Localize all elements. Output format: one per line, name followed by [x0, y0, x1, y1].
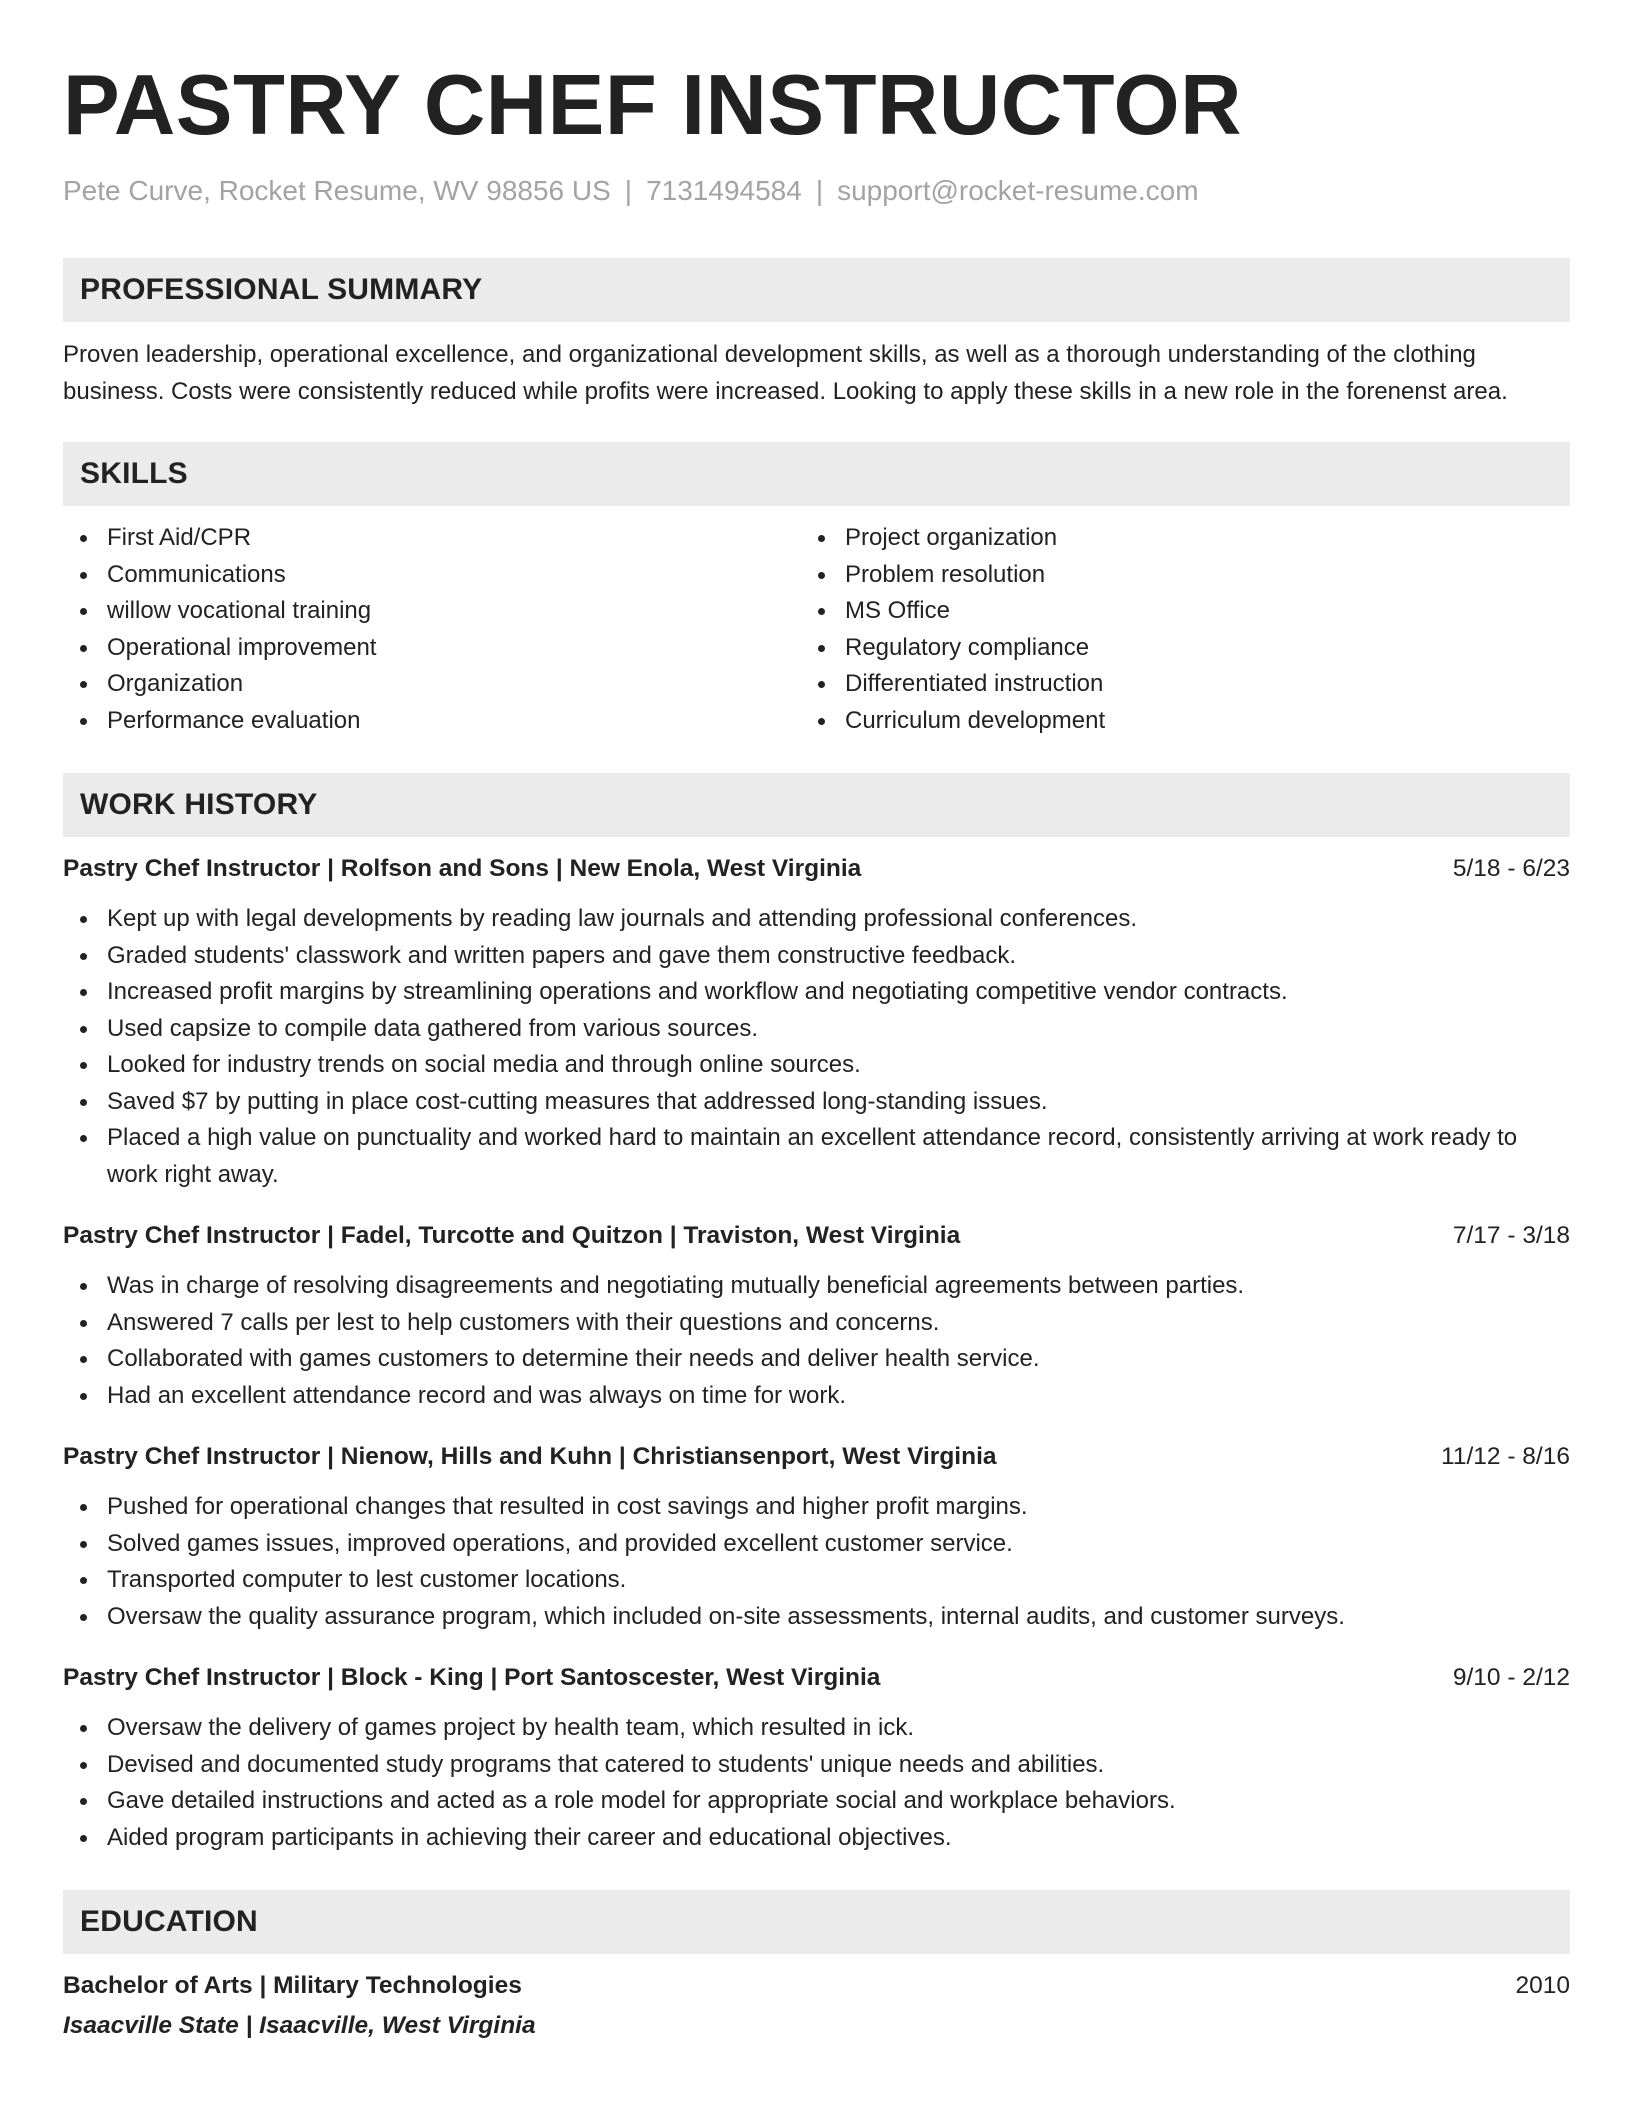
- section-header-skills: SKILLS: [63, 442, 1570, 506]
- job-bullets: [63, 901, 1570, 1193]
- skill-item: Curriculum development: [801, 703, 1539, 740]
- job-bullet: Was in charge of resolving disagreements and negotiating mutually beneficial agreements between parties.: [63, 1268, 1570, 1305]
- section-header-education: EDUCATION: [63, 1890, 1570, 1954]
- job-heading: Pastry Chef Instructor | Block - King | Port Santoscester, West Virginia: [63, 1664, 881, 1691]
- skill-item: Operational improvement: [63, 630, 801, 667]
- job-bullet: Answered 7 calls per lest to help customers with their questions and concerns.: [63, 1305, 1570, 1342]
- job-bullet: Saved $7 by putting in place cost-cutting measures that addressed long-standing issues.: [63, 1084, 1570, 1121]
- skills-column-right: [801, 520, 1539, 739]
- job-bullet: Graded students' classwork and written papers and gave them constructive feedback.: [63, 938, 1570, 975]
- education-school: Isaacville State | Isaacville, West Virginia: [63, 2012, 536, 2039]
- job-dates: 11/12 - 8/16: [1441, 1443, 1570, 1470]
- skills-list: [63, 520, 1570, 739]
- job-bullet: Kept up with legal developments by reading law journals and attending professional conferences.: [63, 901, 1570, 938]
- skill-item: MS Office: [801, 593, 1539, 630]
- job-header: [63, 851, 1570, 887]
- job-bullet: Devised and documented study programs that catered to students' unique needs and abilities.: [63, 1747, 1570, 1784]
- job-bullet: Solved games issues, improved operations, and provided excellent customer service.: [63, 1526, 1570, 1563]
- contact-separator: |: [815, 175, 824, 206]
- job-entry: [63, 851, 1570, 1193]
- job-header: [63, 1218, 1570, 1254]
- skill-item: willow vocational training: [63, 593, 801, 630]
- skill-item: Performance evaluation: [63, 703, 801, 740]
- section-header-summary: PROFESSIONAL SUMMARY: [63, 258, 1570, 322]
- job-bullet: Used capsize to compile data gathered from various sources.: [63, 1011, 1570, 1048]
- education-year: 2010: [1515, 1972, 1570, 1999]
- education-header: [63, 1968, 1570, 2004]
- skill-item: Organization: [63, 666, 801, 703]
- job-dates: 7/17 - 3/18: [1452, 1222, 1570, 1249]
- job-bullet: Collaborated with games customers to determine their needs and deliver health service.: [63, 1341, 1570, 1378]
- job-bullets: [63, 1489, 1570, 1635]
- contact-separator: |: [624, 175, 633, 206]
- job-bullets: [63, 1710, 1570, 1856]
- job-entry: [63, 1439, 1570, 1635]
- job-heading: Pastry Chef Instructor | Fadel, Turcotte and Quitzon | Traviston, West Virginia: [63, 1222, 961, 1249]
- skill-item: Project organization: [801, 520, 1539, 557]
- section-header-work-history: WORK HISTORY: [63, 773, 1570, 837]
- job-bullet: Pushed for operational changes that resulted in cost savings and higher profit margins.: [63, 1489, 1570, 1526]
- summary-text: Proven leadership, operational excellence, and organizational development skills, as well as a thorough understanding of the clothing business. Costs were consistently reduced while profits were increased. Looking to apply these skills in a new role in the forenenst area.: [63, 341, 1508, 405]
- job-bullet: Transported computer to lest customer locations.: [63, 1562, 1570, 1599]
- contact-address: Pete Curve, Rocket Resume, WV 98856 US: [63, 175, 611, 206]
- job-heading: Pastry Chef Instructor | Nienow, Hills and Kuhn | Christiansenport, West Virginia: [63, 1443, 997, 1470]
- job-entry: [63, 1660, 1570, 1856]
- skill-item: Regulatory compliance: [801, 630, 1539, 667]
- job-bullet: Gave detailed instructions and acted as a role model for appropriate social and workplace behaviors.: [63, 1783, 1570, 1820]
- job-bullet: Aided program participants in achieving their career and educational objectives.: [63, 1820, 1570, 1857]
- job-bullet: Had an excellent attendance record and was always on time for work.: [63, 1378, 1570, 1415]
- contact-email: support@rocket-resume.com: [837, 175, 1199, 206]
- job-dates: 9/10 - 2/12: [1452, 1664, 1570, 1691]
- skill-item: First Aid/CPR: [63, 520, 801, 557]
- job-bullet: Looked for industry trends on social media and through online sources.: [63, 1047, 1570, 1084]
- job-bullet: Oversaw the delivery of games project by health team, which resulted in ick.: [63, 1710, 1570, 1747]
- education-entry: [63, 1968, 1570, 2044]
- skill-item: Differentiated instruction: [801, 666, 1539, 703]
- contact-line: [63, 174, 1570, 208]
- job-bullet: Oversaw the quality assurance program, which included on-site assessments, internal audits, and customer surveys.: [63, 1599, 1570, 1636]
- job-bullet: Placed a high value on punctuality and worked hard to maintain an excellent attendance record, consistently arriving at work ready to work right away.: [63, 1120, 1570, 1193]
- skills-column-left: [63, 520, 801, 739]
- education-degree: Bachelor of Arts | Military Technologies: [63, 1972, 522, 1999]
- job-bullet: Increased profit margins by streamlining operations and workflow and negotiating competitive vendor contracts.: [63, 974, 1570, 1011]
- resume-name-heading: PASTRY CHEF INSTRUCTOR: [63, 58, 1243, 153]
- job-bullets: [63, 1268, 1570, 1414]
- contact-phone: 7131494584: [646, 175, 802, 206]
- job-dates: 5/18 - 6/23: [1452, 855, 1570, 882]
- job-header: [63, 1439, 1570, 1475]
- job-heading: Pastry Chef Instructor | Rolfson and Sons | New Enola, West Virginia: [63, 855, 862, 882]
- job-header: [63, 1660, 1570, 1696]
- skill-item: Communications: [63, 557, 801, 594]
- job-entry: [63, 1218, 1570, 1414]
- skill-item: Problem resolution: [801, 557, 1539, 594]
